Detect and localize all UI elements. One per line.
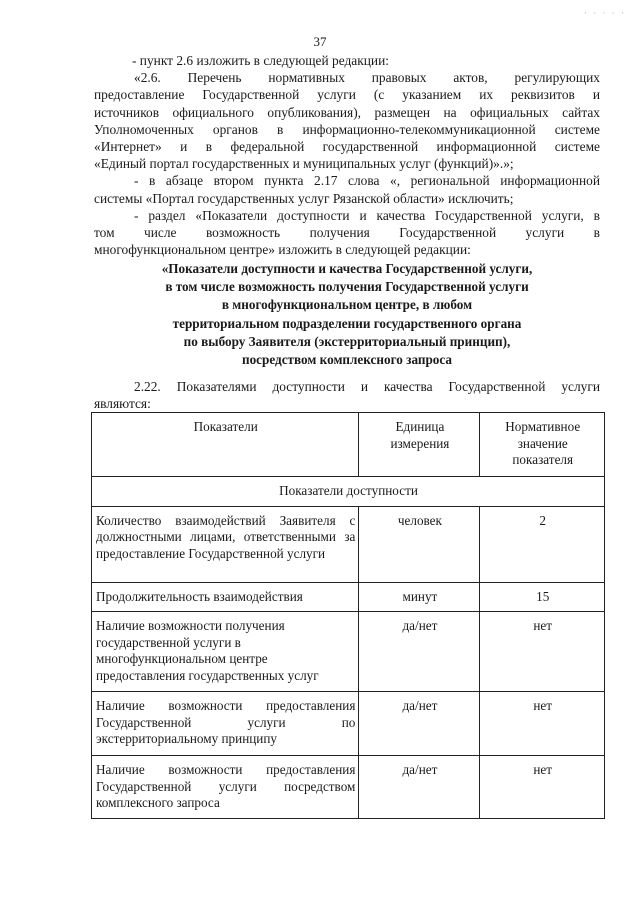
header-name: Показатели — [92, 413, 359, 477]
para-222-line: являются: — [94, 396, 151, 412]
header-norm-line: значение — [517, 435, 568, 451]
para2-line: системы «Портал государственных услуг Рязанской области» исключить; — [94, 190, 514, 206]
quote-line: «Единый портал государственных и муниципальных услуг (функций)».»; — [94, 156, 514, 172]
indicators-table — [91, 412, 605, 819]
heading-line: посредством комплексного запроса — [241, 352, 453, 368]
header-norm — [480, 413, 605, 477]
heading-line: «Показатели доступности и качества Государственной услуги, — [161, 261, 533, 276]
page-number: 37 — [313, 34, 327, 49]
row-unit: минут — [359, 582, 480, 612]
table-row — [92, 506, 605, 582]
corner-mark: · · · · · — [584, 8, 626, 18]
row-value: нет — [480, 756, 605, 819]
row-value: нет — [480, 612, 605, 692]
row-unit: да/нет — [359, 692, 480, 756]
header-unit-line: Единица — [395, 419, 445, 434]
quote-line: Уполномоченных органов в информационно-телекоммуникационной системе — [94, 121, 600, 137]
heading-line: в том числе возможность получения Государственной услуги — [165, 279, 529, 295]
row-unit: да/нет — [359, 612, 480, 692]
paragraph-2-22 — [94, 378, 600, 412]
row-value: нет — [480, 692, 605, 756]
table-row — [92, 692, 605, 756]
header-norm-line: Нормативное — [505, 419, 581, 434]
quote-line: предоставление Государственной услуги (с указанием их реквизитов и — [94, 87, 600, 103]
para-222-line: 2.22. Показателями доступности и качества Государственной услуги — [134, 379, 600, 394]
row-value: 15 — [480, 582, 605, 612]
quote-line: «Интернет» и в федеральной государственной информационной системе — [94, 139, 600, 155]
header-unit-line: измерения — [390, 435, 450, 451]
table-row — [92, 756, 605, 819]
para3-line: многофункциональном центре» изложить в следующей редакции: — [94, 242, 471, 258]
section-row — [92, 477, 605, 507]
header-norm-line: показателя — [512, 452, 574, 468]
header-unit — [359, 413, 480, 477]
row-unit: человек — [359, 506, 480, 582]
row-name: Количество взаимодействий Заявителя с должностными лицами, ответственными за предоставление Государственной услуги — [92, 506, 359, 582]
section-heading — [94, 260, 600, 369]
heading-line: территориальном подразделении государственного органа — [172, 315, 522, 331]
para3-line: - раздел «Показатели доступности и качества Государственной услуги, в — [134, 207, 600, 223]
row-name: Наличие возможности предоставления Государственной услуги по экстерриториальному принципу — [92, 692, 359, 756]
para2-line: - в абзаце втором пункта 2.17 слова «, региональной информационной — [134, 173, 600, 189]
quote-line: источников официального опубликования), размещен на официальных сайтах — [94, 104, 600, 120]
heading-line: в многофункциональном центре, в любом — [221, 297, 473, 313]
para3-line: том числе возможность получения Государственной услуги в — [94, 225, 600, 241]
row-name: Продолжительность взаимодействия — [92, 582, 359, 612]
row-name: Наличие возможности предоставления Государственной услуги посредством комплексного запроса — [92, 756, 359, 819]
row-name: Наличие возможности получения государственной услуги в многофункциональном центре предоставления государственных услуг — [92, 612, 359, 692]
intro-block — [94, 52, 600, 258]
table-row — [92, 582, 605, 612]
heading-line: по выбору Заявителя (экстерриториальный принцип), — [183, 333, 511, 349]
section-title: Показатели доступности — [92, 477, 605, 507]
quote-line: «2.6. Перечень нормативных правовых актов, регулирующих — [134, 70, 600, 86]
row-unit: да/нет — [359, 756, 480, 819]
dash-line: - пункт 2.6 изложить в следующей редакции: — [132, 53, 389, 68]
table-header-row — [92, 413, 605, 477]
row-value: 2 — [480, 506, 605, 582]
table-row — [92, 612, 605, 692]
